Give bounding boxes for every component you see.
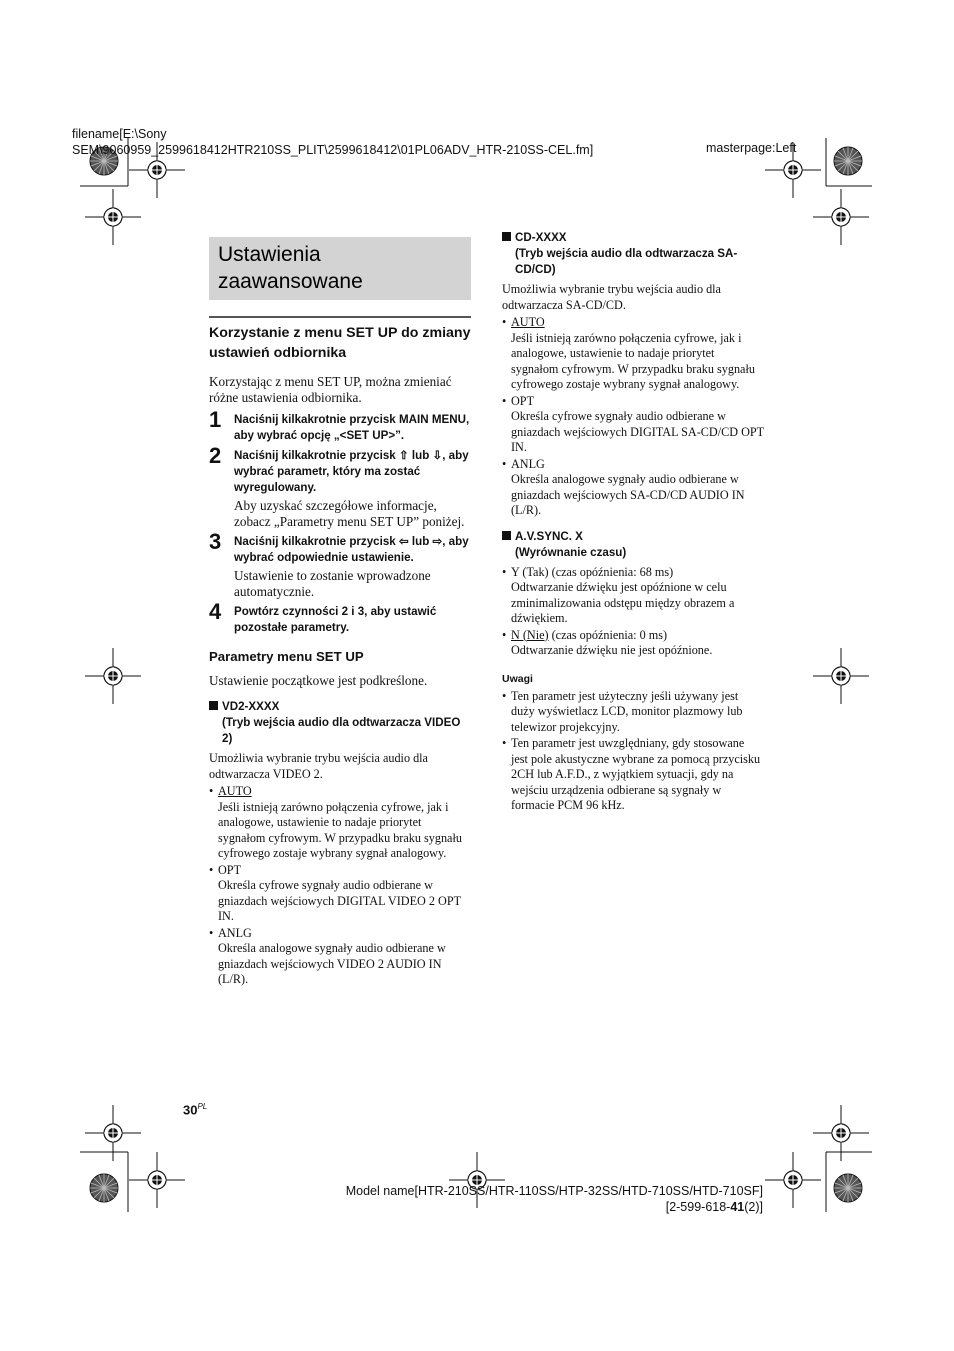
param-description: Umożliwia wybranie trybu wejścia audio dla odtwarzacza VIDEO 2. (209, 751, 428, 781)
option-extra: (czas opóźnienia: 68 ms) (548, 564, 674, 579)
note-text: Ten parametr jest uwzględniany, gdy stosowane jest pole akustyczne wybrane za pomocą przycisku 2CH lub A.F.D., z wyjątkiem sytuacji, gdy na wejściu urządzenia odbierane są sygnały w formacie PCM 96 kHz. (511, 736, 761, 812)
note-item (502, 689, 764, 736)
page-number (183, 1102, 207, 1117)
page-number-value: 30 (183, 1102, 198, 1118)
chapter-title-box (209, 237, 471, 300)
option-label-default: N (Nie) (511, 627, 549, 642)
step-instruction: Naciśnij kilkakrotnie przycisk ⇦ lub ⇨, aby wybrać odpowiednie ustawienie. (234, 535, 469, 564)
param-subtitle: (Wyrównanie czasu) (515, 545, 627, 559)
option-extra: (czas opóźnienia: 0 ms) (548, 627, 668, 642)
section-heading: Korzystanie z menu SET UP do zmiany ustawień odbiornika (209, 325, 471, 361)
param-name: A.V.SYNC. X (515, 529, 583, 543)
option-item (209, 926, 471, 942)
option-item (502, 394, 764, 410)
bullet: • (502, 393, 507, 408)
masterpage-meta: masterpage:Left (706, 141, 797, 155)
model-name: Model name[HTR-210SS/HTR-110SS/HTP-32SS/HTD-710SS/HTD-710SF] (345, 1184, 763, 1198)
step-instruction: Naciśnij kilkakrotnie przycisk MAIN MENU, aby wybrać opcję „<SET UP>”. (234, 413, 470, 442)
option-label: Y (Tak) (511, 564, 549, 579)
step-number: 4 (209, 599, 222, 624)
option-description: Jeśli istnieją zarówno połączenia cyfrowe, jak i analogowe, ustawienie to nadaje priorytet sygnałom cyfrowym. W przypadku braku sygnału cyfrowego zostaje wybrany sygnał analogowy. (511, 330, 755, 391)
option-description: Określa cyfrowe sygnały audio odbierane w gniazdach wejściowych DIGITAL VIDEO 2 OPT IN. (218, 878, 461, 923)
step-number: 2 (209, 443, 222, 468)
option-label: OPT (218, 862, 242, 877)
bullet: • (209, 925, 214, 940)
square-bullet-icon (502, 232, 511, 241)
option-description: Określa cyfrowe sygnały audio odbierane w gniazdach wejściowych DIGITAL SA-CD/CD OPT IN. (511, 409, 764, 454)
step-note: Aby uzyskać szczegółowe informacje, zobacz „Parametry menu SET UP” poniżej. (234, 498, 465, 529)
param-vd2-heading (209, 699, 471, 747)
code-suffix: (2)] (744, 1200, 763, 1214)
page-number-suffix: PL (197, 1102, 208, 1111)
step-4 (209, 599, 471, 636)
option-description: Jeśli istnieją zarówno połączenia cyfrowe, jak i analogowe, ustawienie to nadaje priorytet sygnałom cyfrowym. W przypadku braku sygnału cyfrowego zostaje wybrany sygnał analogowy. (218, 799, 462, 860)
filename-line-1: filename[E:\Sony (72, 127, 167, 141)
step-3 (209, 529, 471, 600)
option-item (502, 315, 764, 331)
params-intro: Ustawienie początkowe jest podkreślone. (209, 673, 428, 688)
params-heading: Parametry menu SET UP (209, 649, 364, 664)
bullet: • (502, 736, 507, 750)
bullet: • (502, 315, 507, 329)
option-item (209, 784, 471, 800)
option-item (502, 628, 764, 644)
option-description: Określa analogowe sygnały audio odbierane w gniazdach wejściowych VIDEO 2 AUDIO IN (L/R). (218, 941, 446, 986)
bullet: • (502, 456, 507, 471)
left-column (209, 316, 471, 989)
param-name: VD2-XXXX (222, 700, 280, 713)
note-item (502, 736, 764, 814)
bullet: • (502, 627, 507, 642)
step-instruction: Powtórz czynności 2 i 3, aby ustawić pozostałe parametry. (234, 605, 437, 634)
step-number: 1 (209, 407, 222, 432)
bullet: • (502, 688, 507, 703)
document-code (346, 1199, 763, 1215)
step-number: 3 (209, 529, 222, 554)
code-bold: 41 (730, 1200, 745, 1214)
notes-title: Uwagi (502, 672, 533, 685)
option-label: OPT (511, 393, 535, 408)
param-cd-heading (502, 230, 764, 278)
footer-meta (346, 1183, 763, 1215)
code-prefix: [2-599-618- (665, 1200, 731, 1214)
right-column (502, 230, 764, 815)
option-description: Odtwarzanie dźwięku jest opóźnione w celu zminimalizowania odstępu między obrazem a dźwiękiem. (511, 580, 735, 625)
option-label-default: AUTO (218, 784, 252, 798)
step-1 (209, 407, 471, 444)
chapter-title-line-1: Ustawienia (218, 243, 321, 266)
option-label: ANLG (511, 456, 545, 471)
chapter-title (209, 237, 471, 295)
chapter-title-line-2: zaawansowane (218, 270, 363, 293)
option-item (502, 457, 764, 473)
bullet: • (502, 564, 507, 579)
param-subtitle: (Tryb wejścia audio dla odtwarzacza VIDEO 2) (222, 716, 461, 745)
option-label: ANLG (218, 925, 252, 940)
section-rule (209, 316, 471, 318)
section-intro: Korzystając z menu SET UP, można zmieniać różne ustawienia odbiornika. (209, 374, 452, 405)
option-item (502, 565, 764, 581)
option-description: Określa analogowe sygnały audio odbierane w gniazdach wejściowych SA-CD/CD AUDIO IN (L/R). (511, 472, 745, 517)
square-bullet-icon (209, 701, 218, 710)
option-description: Odtwarzanie dźwięku nie jest opóźnione. (511, 643, 713, 657)
param-avsync-heading (502, 529, 764, 561)
note-text: Ten parametr jest użyteczny jeśli używany jest duży wyświetlacz LCD, monitor plazmowy lub telewizor projekcyjny. (511, 688, 743, 734)
param-description: Umożliwia wybranie trybu wejścia audio dla odtwarzacza SA-CD/CD. (502, 282, 721, 312)
filename-line-2: SEM\9060959_2599618412HTR210SS_PLIT\2599618412\01PL06ADV_HTR-210SS-CEL.fm] (72, 143, 594, 157)
step-instruction: Naciśnij kilkakrotnie przycisk ⇧ lub ⇩, aby wybrać parametr, który ma zostać wyregulowany. (234, 449, 469, 494)
param-subtitle: (Tryb wejścia audio dla odtwarzacza SA-CD/CD) (515, 247, 738, 276)
option-item (209, 863, 471, 879)
step-note: Ustawienie to zostanie wprowadzone automatycznie. (234, 568, 431, 599)
option-label-default: AUTO (511, 315, 545, 329)
step-2 (209, 443, 471, 530)
bullet: • (209, 862, 214, 877)
bullet: • (209, 784, 214, 798)
square-bullet-icon (502, 531, 511, 540)
param-name: CD-XXXX (515, 231, 567, 244)
filename-meta (72, 126, 593, 158)
